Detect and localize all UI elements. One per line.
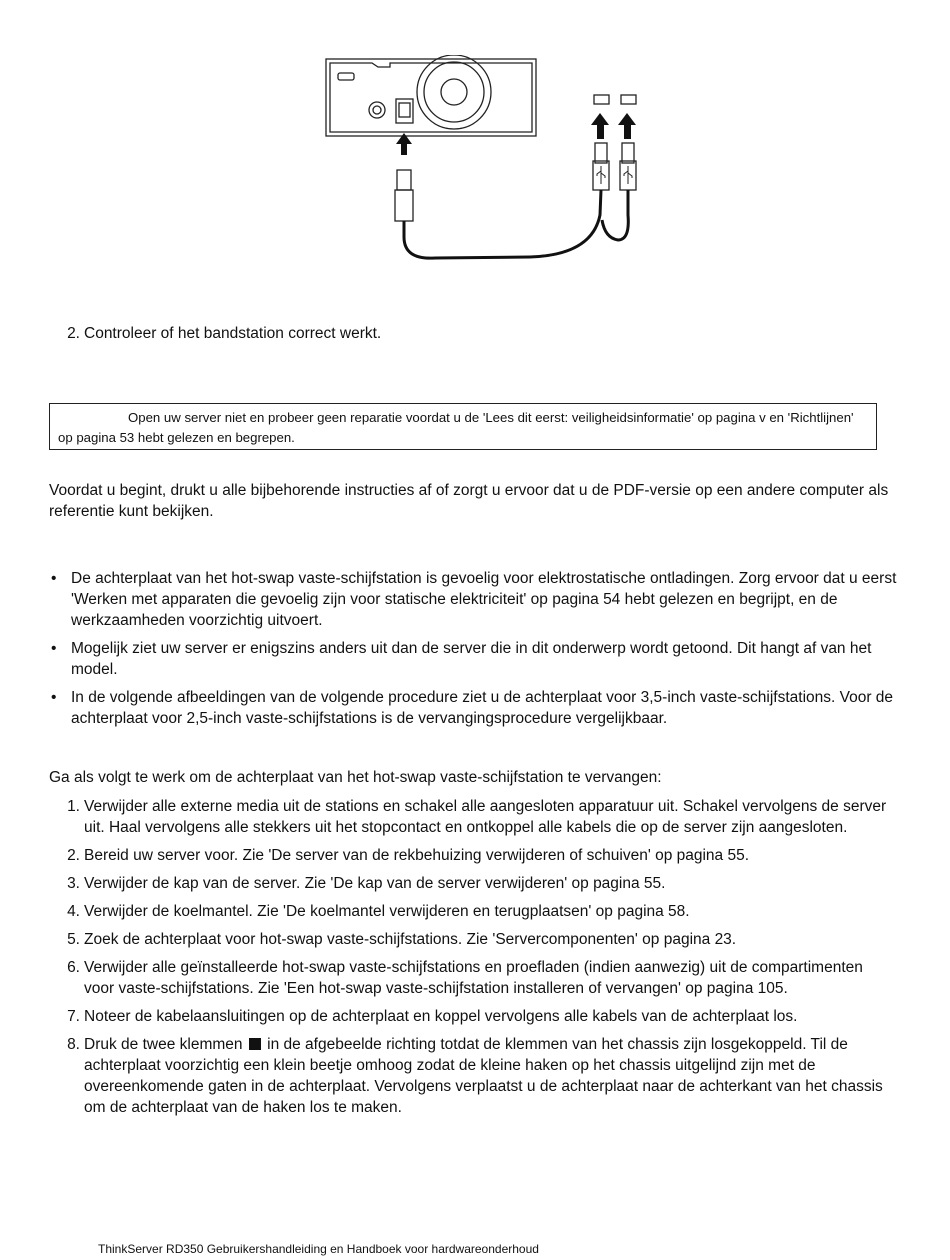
- bullet-icon: •: [51, 689, 57, 706]
- bullet-icon: •: [51, 640, 57, 657]
- list-item-text: In de volgende afbeeldingen van de volgende procedure ziet u de achterplaat voor 3,5-inch vaste-schijfstations. Voor de achterplaat voor 2,5-inch vaste-schijfstations is de vervangingsprocedure vergelijkbaar.: [71, 689, 894, 727]
- list-item: [49, 638, 899, 680]
- step-text: Verwijder de kap van de server. Zie 'De kap van de server verwijderen' op pagina 55.: [84, 875, 666, 892]
- step-text-after: in de afgebeelde richting totdat de klemmen van het chassis zijn losgekoppeld. Til de achterplaat voorzichtig een klein beetje omhoog zodat de kleine haken op het chassis uitgelijnd zijn met de overeenkomende gaten in de achterplaat. Vervolgens verplaatst u de achterplaat naar de achterkant van het chassis om de achterplaat van de haken los te maken.: [84, 1036, 883, 1116]
- step-number: 5.: [67, 931, 80, 948]
- callout-square-icon: [249, 1038, 261, 1050]
- step-number: 2.: [67, 847, 80, 864]
- list-item: [49, 687, 899, 729]
- step-number: 3.: [67, 875, 80, 892]
- step-number: 8.: [67, 1036, 80, 1053]
- tape-drive-connection-figure: [320, 55, 650, 270]
- step-text: Verwijder de koelmantel. Zie 'De koelmantel verwijderen en terugplaatsen' op pagina 58.: [84, 903, 690, 920]
- intro-paragraph: Voordat u begint, drukt u alle bijbehorende instructies af of zorgt u ervoor dat u de PDF-versie op een andere computer als referentie kunt bekijken.: [49, 482, 889, 520]
- bullet-icon: •: [51, 570, 57, 587]
- step-number: 1.: [67, 798, 80, 815]
- notes-list: [49, 568, 899, 736]
- step-text-before: Druk de twee klemmen: [84, 1036, 243, 1053]
- step-text: Bereid uw server voor. Zie 'De server van de rekbehuizing verwijderen of schuiven' op pagina 55.: [84, 847, 750, 864]
- list-item-text: Mogelijk ziet uw server er enigszins anders uit dan de server die in dit onderwerp wordt getoond. Dit hangt af van het model.: [71, 640, 872, 678]
- list-item: [60, 1034, 890, 1118]
- step-number: 4.: [67, 903, 80, 920]
- step-number: 6.: [67, 959, 80, 976]
- procedure-lead: Ga als volgt te werk om de achterplaat van het hot-swap vaste-schijfstation te vervangen:: [49, 769, 662, 786]
- caution-box: [49, 403, 877, 450]
- list-item: [49, 568, 899, 631]
- step-text: Zoek de achterplaat voor hot-swap vaste-schijfstations. Zie 'Servercomponenten' op pagina 23.: [84, 931, 737, 948]
- procedure-steps: [60, 796, 890, 1125]
- step-text: Verwijder alle externe media uit de stations en schakel alle aangesloten apparatuur uit. Schakel vervolgens de server uit. Haal vervolgens alle stekkers uit het stopcontact en ontkoppel alle kabels die op de server zijn aangesloten.: [84, 798, 887, 836]
- server-rear-icon: [320, 55, 650, 270]
- list-item: [60, 1006, 890, 1027]
- step-number: 2.: [67, 325, 80, 342]
- list-item: [60, 873, 890, 894]
- list-item: [60, 796, 890, 838]
- step-text: Controleer of het bandstation correct werkt.: [84, 325, 382, 342]
- list-item: [60, 845, 890, 866]
- caution-text: Open uw server niet en probeer geen reparatie voordat u de 'Lees dit eerst: veiligheidsinformatie' op pagina v en 'Richtlijnen' op pagina 53 hebt gelezen en begrepen.: [58, 410, 854, 445]
- step-number: 7.: [67, 1008, 80, 1025]
- list-item: [60, 957, 890, 999]
- list-item-text: De achterplaat van het hot-swap vaste-schijfstation is gevoelig voor elektrostatische ontladingen. Zorg ervoor dat u eerst 'Werken met apparaten die gevoelig zijn voor statische elektriciteit' op pagina 54 hebt gelezen en begrijpt, en de werkzaamheden voorzichtig uitvoert.: [71, 570, 897, 629]
- page-footer: ThinkServer RD350 Gebruikershandleiding en Handboek voor hardwareonderhoud: [98, 1242, 539, 1256]
- list-item: [60, 901, 890, 922]
- step-text: Noteer de kabelaansluitingen op de achterplaat en koppel vervolgens alle kabels van de achterplaat los.: [84, 1008, 798, 1025]
- list-item: [60, 929, 890, 950]
- step-text: Verwijder alle geïnstalleerde hot-swap vaste-schijfstations en proefladen (indien aanwezig) uit de compartimenten voor vaste-schijfstations. Zie 'Een hot-swap vaste-schijfstation installeren of vervangen' op pagina 105.: [84, 959, 863, 997]
